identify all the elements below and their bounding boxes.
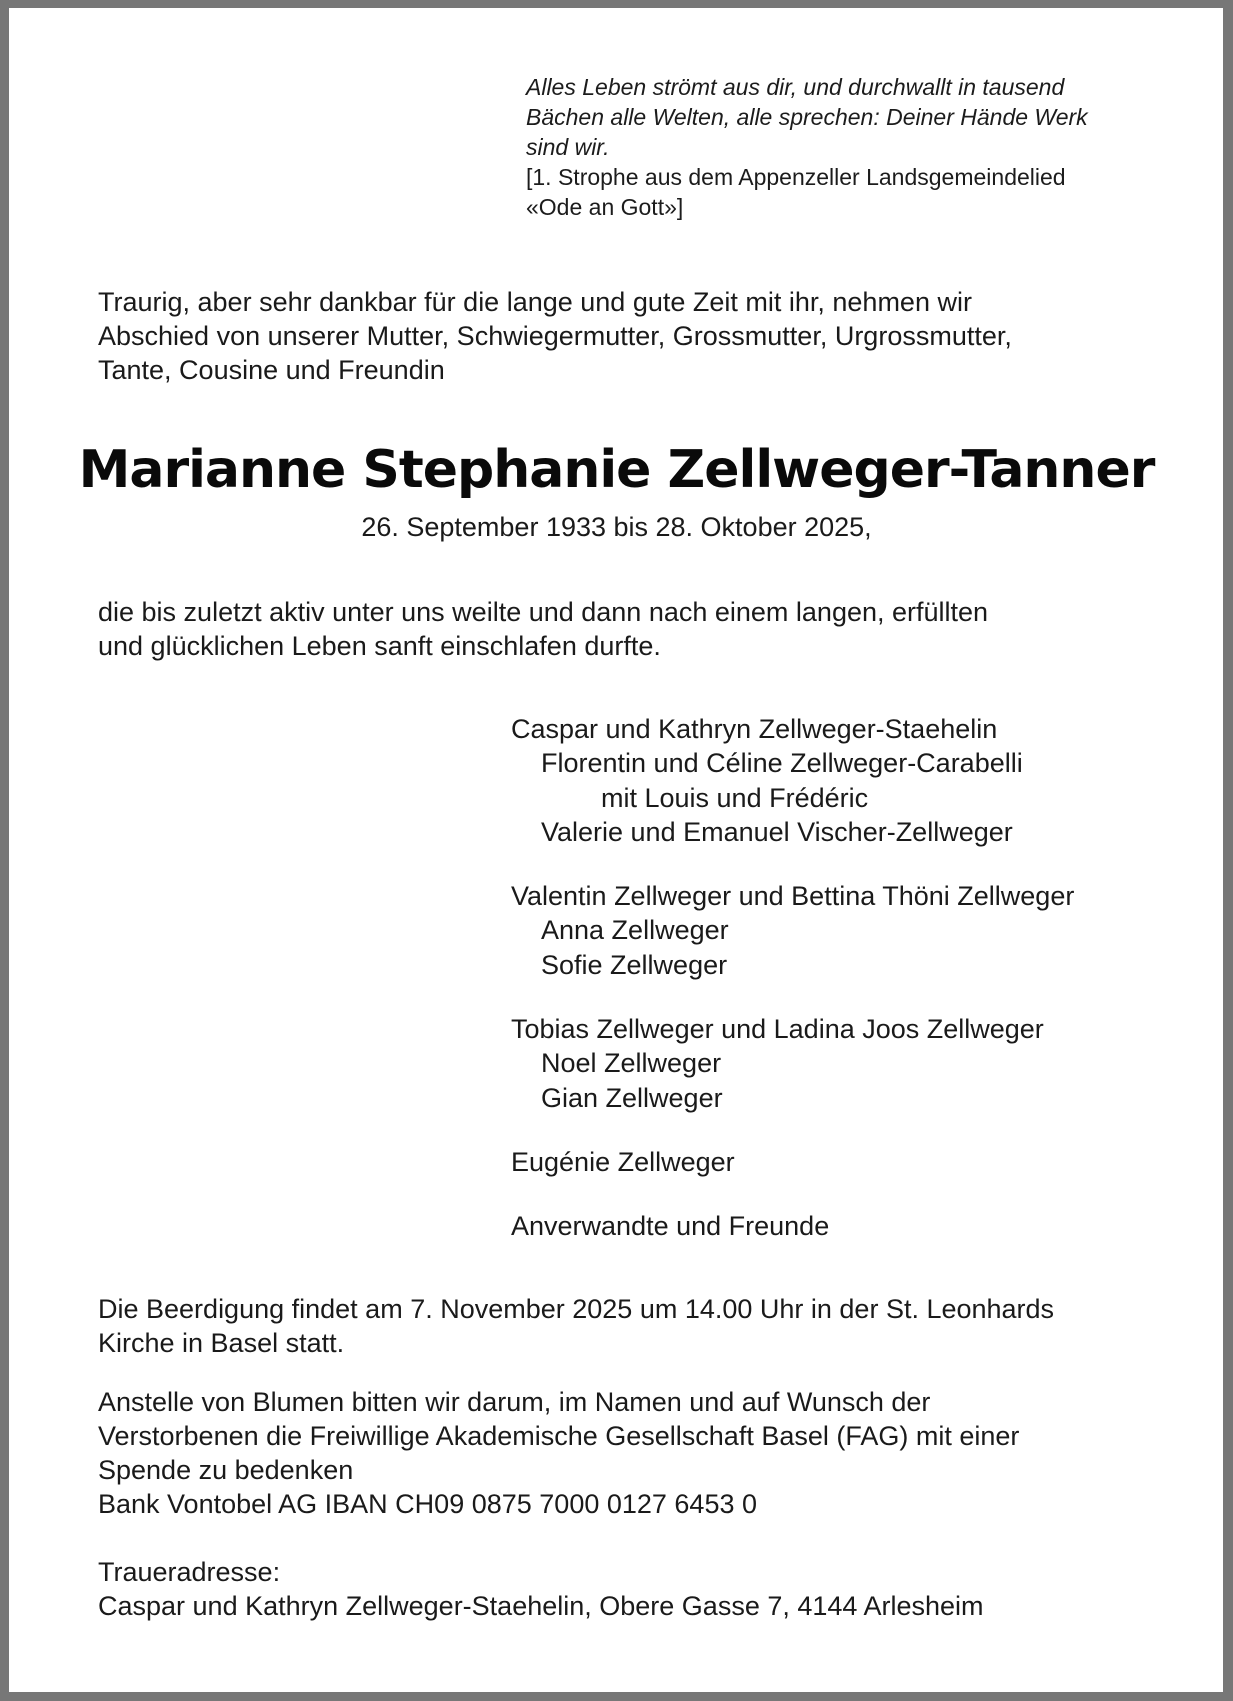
tribute-line: und glücklichen Leben sanft einschlafen durfte. <box>98 631 661 661</box>
family-member: Valerie und Emanuel Vischer-Zellweger <box>541 816 1013 847</box>
family-member: Noel Zellweger <box>541 1048 722 1079</box>
donation-line: Spende zu bedenken <box>98 1455 354 1485</box>
funeral-line: Die Beerdigung findet am 7. November 2025 um 14.00 Uhr in der St. Leonhards <box>98 1294 1055 1324</box>
family-member: Anna Zellweger <box>541 915 729 946</box>
donation-iban: Bank Vontobel AG IBAN CH09 0875 7000 0127 6453 0 <box>98 1489 757 1519</box>
donation-line: Anstelle von Blumen bitten wir darum, im Namen und auf Wunsch der <box>98 1387 931 1417</box>
family-member: Sofie Zellweger <box>541 949 728 980</box>
family-group <box>511 1145 1211 1179</box>
family-member: Caspar und Kathryn Zellweger-Staehelin <box>511 714 998 744</box>
address-value: Caspar und Kathryn Zellweger-Staehelin, Obere Gasse 7, 4144 Arlesheim <box>98 1591 984 1621</box>
family-group <box>511 1012 1211 1115</box>
intro-line: Abschied von unserer Mutter, Schwiegermutter, Grossmutter, Urgrossmutter, <box>98 321 1012 351</box>
family-member: mit Louis und Frédéric <box>601 782 869 813</box>
deceased-dates: 26. September 1933 bis 28. Oktober 2025, <box>361 512 872 542</box>
family-member: Tobias Zellweger und Ladina Joos Zellweger <box>511 1014 1044 1045</box>
donation-line: Verstorbenen die Freiwillige Akademische Gesellschaft Basel (FAG) mit einer <box>98 1421 1020 1451</box>
tribute-line: die bis zuletzt aktiv unter uns weilte und dann nach einem langen, erfüllten <box>98 597 989 627</box>
motto-verse-line: sind wir. <box>526 134 610 160</box>
family-member: Gian Zellweger <box>541 1082 723 1113</box>
motto-source-line: [1. Strophe aus dem Appenzeller Landsgemeindelied <box>526 164 1066 190</box>
motto-quote <box>526 72 1146 222</box>
address-label: Traueradresse: <box>98 1557 281 1587</box>
donation-info <box>98 1385 1148 1521</box>
motto-verse-line: Bächen alle Welten, alle sprechen: Deiner Hände Werk <box>526 104 1088 130</box>
motto-source-line: «Ode an Gott»] <box>526 194 684 220</box>
motto-verse-line: Alles Leben strömt aus dir, und durchwallt in tausend <box>526 74 1065 100</box>
tribute-paragraph <box>98 595 1148 663</box>
intro-line: Traurig, aber sehr dankbar für die lange und gute Zeit mit ihr, nehmen wir <box>98 287 972 317</box>
intro-paragraph <box>98 285 1148 387</box>
intro-line: Tante, Cousine und Freundin <box>98 355 445 385</box>
family-member: Eugénie Zellweger <box>511 1146 735 1177</box>
deceased-name: Marianne Stephanie Zellweger-Tanner <box>78 440 1155 500</box>
family-group <box>511 879 1211 982</box>
family-list <box>511 712 1211 1274</box>
family-member: Florentin und Céline Zellweger-Carabelli <box>541 748 1023 779</box>
funeral-line: Kirche in Basel statt. <box>98 1328 345 1358</box>
mourning-address <box>98 1555 1148 1623</box>
family-group <box>511 1209 1211 1243</box>
family-member: Valentin Zellweger und Bettina Thöni Zellweger <box>511 881 1075 912</box>
funeral-info <box>98 1292 1148 1360</box>
family-member: Anverwandte und Freunde <box>511 1211 830 1242</box>
family-group <box>511 712 1211 849</box>
